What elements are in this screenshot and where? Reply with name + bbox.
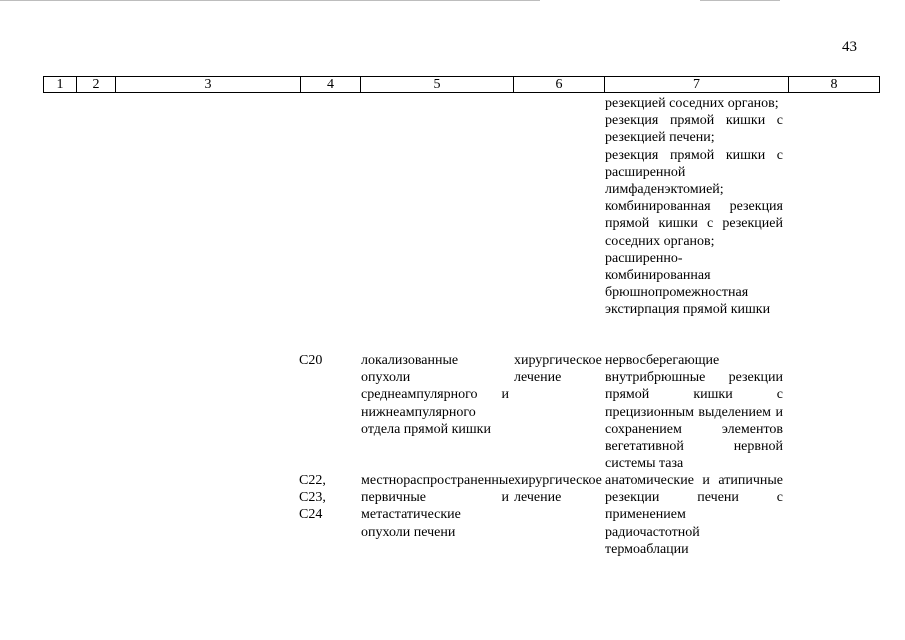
header-col-6: 6	[514, 77, 605, 93]
header-col-2: 2	[77, 77, 116, 93]
header-col-3: 3	[116, 77, 301, 93]
row-2-treatment-type: хирургическое лечение	[514, 473, 602, 506]
row-1-condition: локализованные опухоли среднеампулярного и нижнеампулярного отдела прямой кишки	[361, 353, 509, 437]
scan-edge-line	[0, 0, 540, 1]
column-number-header	[43, 76, 880, 93]
continuation-method-text: резекцией соседних органов; резекция прямой кишки с резекцией печени; резекция прямой кишки с расширенной лимфаденэктомией; комбинированная резекция прямой кишки с резекцией соседних органов; расширенно-комбинированная брюшнопромежностная экстирпация прямой кишки	[605, 96, 783, 318]
header-col-5: 5	[361, 77, 514, 93]
scan-edge-line-right	[700, 0, 780, 1]
row-1-treatment-type: хирургическое лечение	[514, 353, 602, 386]
page-number: 43	[842, 39, 857, 55]
row-2-method: анатомические и атипичные резекции печени с применением радиочастотной термоаблации	[605, 473, 783, 557]
row-2-codes: C22, C23, C24	[299, 473, 326, 523]
row-1-codes: C20	[299, 353, 323, 368]
row-2-condition: местнораспространенные первичные и метастатические опухоли печени	[361, 473, 515, 540]
header-col-1: 1	[44, 77, 77, 93]
row-1-method: нервосберегающие внутрибрюшные резекции прямой кишки с прецизионным выделением и сохранением элементов вегетативной нервной системы таза	[605, 353, 783, 472]
header-col-4: 4	[301, 77, 361, 93]
header-col-7: 7	[605, 77, 789, 93]
header-col-8: 8	[789, 77, 880, 93]
